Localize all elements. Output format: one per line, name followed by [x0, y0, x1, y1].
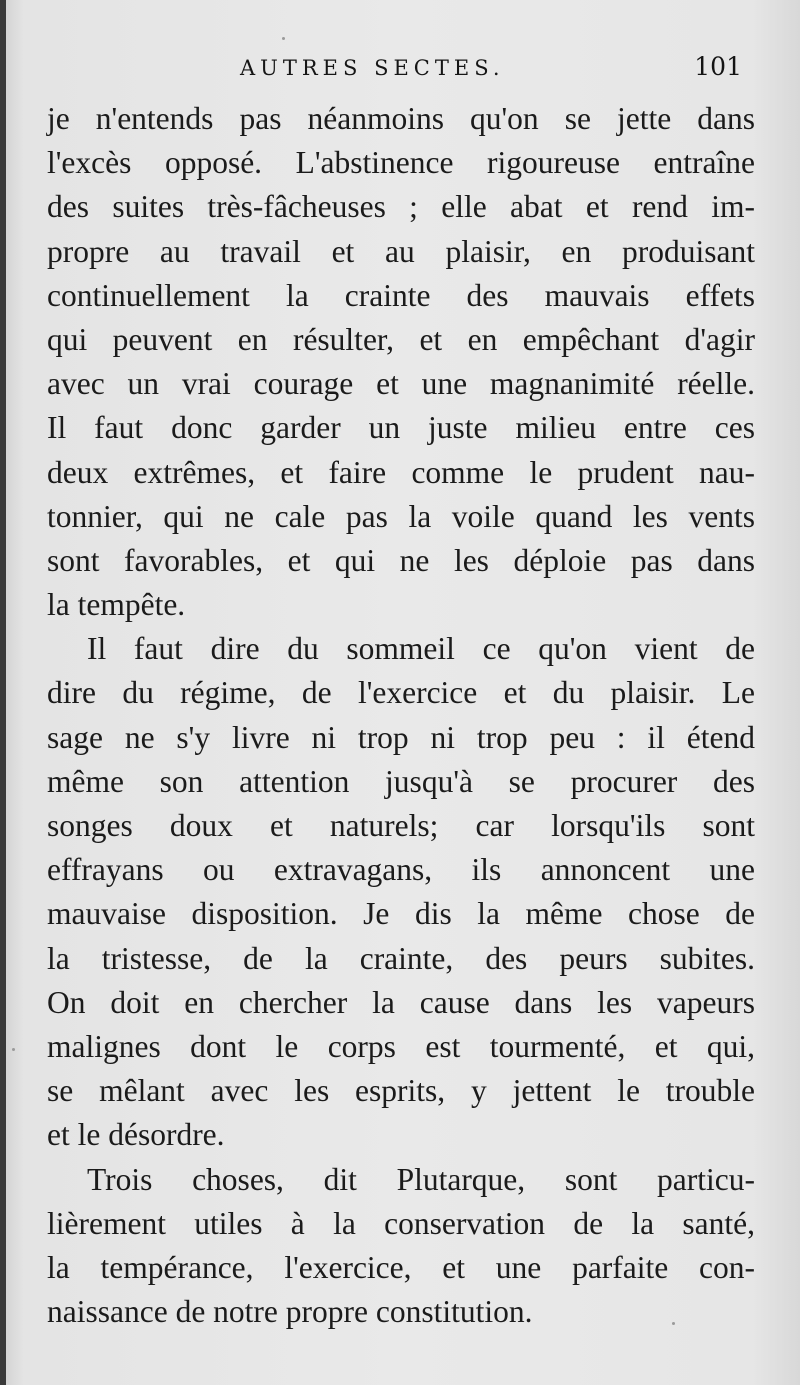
text-line: sont favorables, et qui ne les déploie pas dans — [47, 542, 755, 578]
paragraph — [47, 1158, 755, 1335]
text-line: naissance de notre propre constitution. — [47, 1294, 533, 1330]
text-line: Il faut dire du sommeil ce qu'on vient de — [87, 631, 755, 667]
page-edge — [0, 0, 6, 1385]
text-line: lièrement utiles à la conservation de la santé, — [47, 1205, 755, 1241]
text-line: et le désordre. — [47, 1117, 225, 1153]
paragraph — [47, 97, 755, 627]
text-line: effrayans ou extravagans, ils annoncent une — [47, 852, 755, 888]
paper-speck — [12, 1048, 15, 1051]
paragraph — [47, 627, 755, 1157]
text-line: sage ne s'y livre ni trop ni trop peu : il étend — [47, 719, 755, 755]
text-line: malignes dont le corps est tourmenté, et qui, — [47, 1028, 755, 1064]
text-line: qui peuvent en résulter, et en empêchant d'agir — [47, 321, 755, 357]
paper-speck — [282, 37, 285, 40]
body-text — [47, 97, 755, 1334]
text-line: Il faut donc garder un juste milieu entre ces — [47, 410, 755, 446]
text-line: songes doux et naturels; car lorsqu'ils sont — [47, 808, 755, 843]
paper-speck — [672, 1322, 675, 1325]
running-head: AUTRES SECTES. — [240, 56, 505, 80]
text-line: avec un vrai courage et une magnanimité réelle. — [47, 366, 755, 402]
text-line: deux extrêmes, et faire comme le prudent nau- — [47, 454, 755, 490]
text-line: la tempérance, l'exercice, et une parfaite con- — [47, 1249, 755, 1285]
page-header — [48, 52, 752, 88]
text-line: dire du régime, de l'exercice et du plaisir. Le — [47, 675, 755, 711]
text-line: On doit en chercher la cause dans les vapeurs — [47, 984, 755, 1020]
text-line: la tempête. — [47, 587, 186, 623]
text-line: des suites très-fâcheuses ; elle abat et rend im- — [47, 189, 755, 225]
text-line: tonnier, qui ne cale pas la voile quand les vents — [47, 498, 755, 534]
text-line: la tristesse, de la crainte, des peurs subites. — [47, 940, 755, 976]
text-line: se mêlant avec les esprits, y jettent le trouble — [47, 1073, 755, 1109]
text-line: je n'entends pas néanmoins qu'on se jette dans — [47, 101, 755, 136]
page-number: 101 — [694, 52, 742, 81]
text-line: l'excès opposé. L'abstinence rigoureuse entraîne — [47, 145, 755, 181]
text-line: même son attention jusqu'à se procurer des — [47, 763, 755, 799]
text-line: mauvaise disposition. Je dis la même chose de — [47, 896, 755, 932]
text-line: propre au travail et au plaisir, en produisant — [47, 233, 755, 269]
text-line: Trois choses, dit Plutarque, sont particu- — [87, 1161, 755, 1197]
text-line: continuellement la crainte des mauvais effets — [47, 277, 755, 313]
